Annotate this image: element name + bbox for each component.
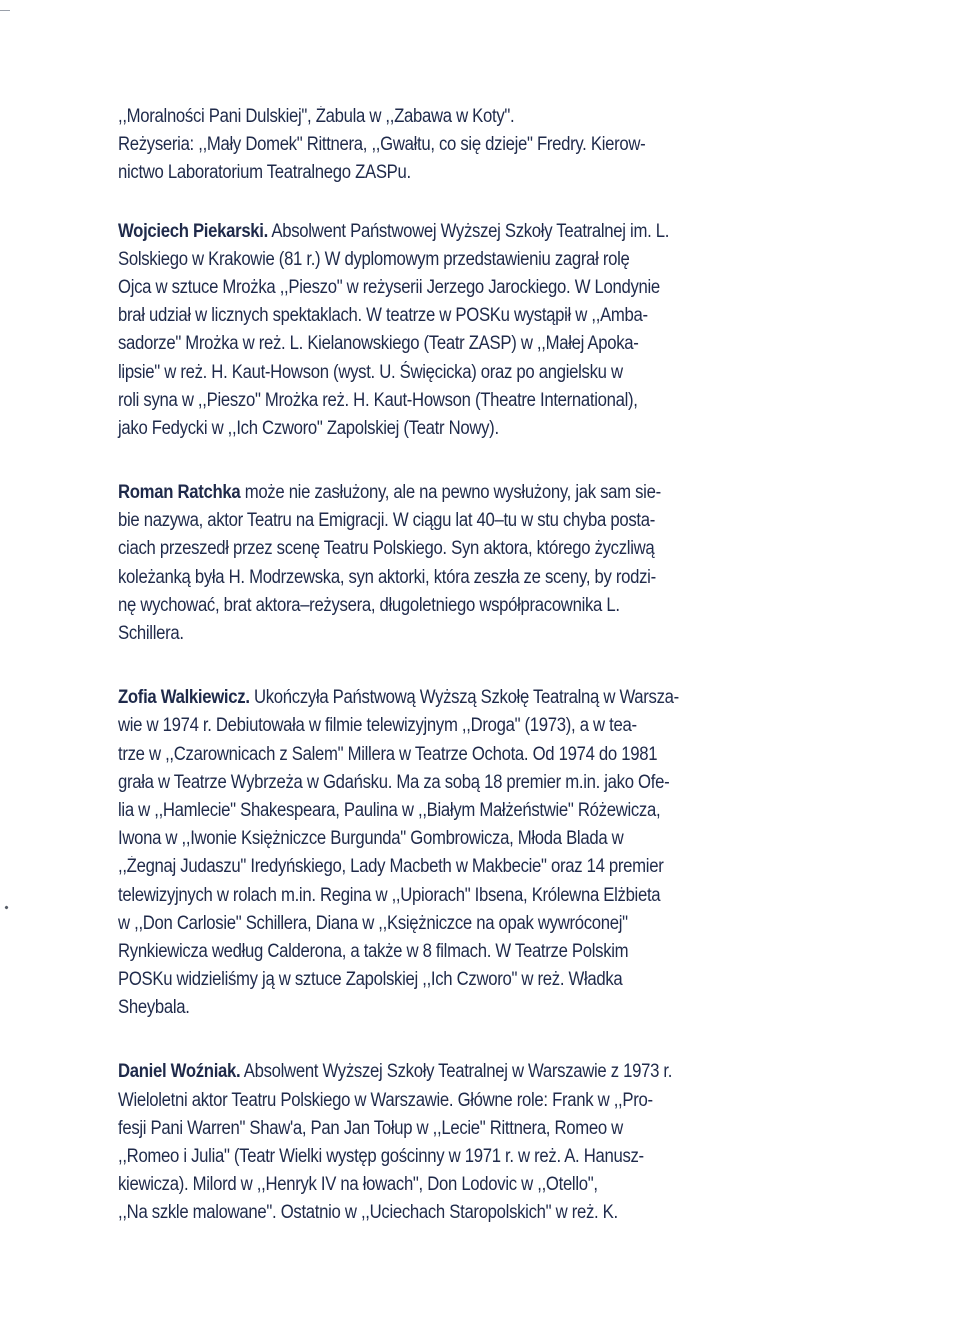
text-line: ,,Na szkle malowane". Ostatnio w ,,Uciechach Staropolskich" w reż. K. — [118, 1202, 618, 1224]
text-line: telewizyjnych w rolach m.in. Regina w ,,Upiorach" Ibsena, Królewna Elżbieta — [118, 884, 661, 906]
scan-corner-mark — [0, 10, 10, 11]
text-line: roli syna w ,,Pieszo" Mrożka reż. H. Kaut-Howson (Theatre International), — [118, 389, 638, 411]
actor-name: Zofia Walkiewicz. — [118, 687, 250, 709]
text-line: ,,Romeo i Julia" (Teatr Wielki występ gościnny w 1971 r. w reż. A. Hanusz- — [118, 1146, 644, 1167]
actor-name: Wojciech Piekarski. — [118, 220, 268, 242]
text-line — [118, 1058, 725, 1086]
paragraph-roman-ratchka — [118, 479, 808, 648]
text-line: koleżanką była H. Modrzewska, syn aktorki, która zeszła ze sceny, by rodzi- — [118, 566, 656, 588]
text-column — [118, 103, 808, 1264]
text-line: trze w ,,Czarownicach z Salem" Millera w Teatrze Ochota. Od 1974 do 1981 — [118, 743, 658, 765]
text-line: grała w Teatrze Wybrzeża w Gdańsku. Ma za sobą 18 premier m.in. jako Ofe- — [118, 771, 670, 793]
scan-edge-mark — [4, 905, 8, 909]
text-line: sadorze" Mrożka w reż. L. Kielanowskiego (Teatr ZASP) w ,,Małej Apoka- — [118, 333, 639, 355]
text-line: nictwo Laboratorium Teatralnego ZASPu. — [118, 162, 411, 184]
text-line: Sheybala. — [118, 997, 190, 1019]
text-line — [118, 218, 725, 246]
text-line: ,,Żegnaj Judaszu" Iredyńskiego, Lady Macbeth w Makbecie" oraz 14 premier — [118, 856, 664, 878]
text-line: Schillera. — [118, 623, 184, 644]
text-line — [118, 684, 725, 712]
text-line: lipsie" w reż. H. Kaut-Howson (wyst. U. Święcicka) oraz po angielsku w — [118, 361, 623, 383]
text-line: jako Fedycki w ,,Ich Czworo" Zapolskiej (Teatr Nowy). — [118, 417, 499, 439]
paragraph-zofia-walkiewicz — [118, 684, 808, 1022]
text-run: Absolwent Wyższej Szkoły Teatralnej w Warszawie z 1973 r. — [240, 1061, 673, 1083]
text-line: POSKu widzieliśmy ją w sztuce Zapolskiej ,,Ich Czworo" w reż. Władka — [118, 969, 623, 991]
text-line: w ,,Don Carlosie" Schillera, Diana w ,,Księżniczce na opak wywróconej" — [118, 912, 628, 934]
text-line: lia w ,,Hamlecie" Shakespeara, Paulina w ,,Białym Małżeństwie" Różewicza, — [118, 799, 661, 821]
text-line: Wieloletni aktor Teatru Polskiego w Warszawie. Główne role: Frank w ,,Pro- — [118, 1089, 653, 1111]
text-line: ,,Moralności Pani Dulskiej", Żabula w ,,Zabawa w Koty". — [118, 106, 515, 127]
text-line — [118, 479, 725, 507]
text-line: fesji Pani Warren" Shaw'a, Pan Jan Tołup w ,,Lecie" Rittnera, Romeo w — [118, 1117, 623, 1139]
paragraph-daniel-wozniak — [118, 1058, 808, 1227]
text-line: brał udział w licznych spektaklach. W teatrze w POSKu wystąpił w ,,Amba- — [118, 305, 648, 327]
paragraph-continuation — [118, 103, 808, 188]
text-line: kiewicza). Milord w ,,Henryk IV na łowach", Don Lodovic w ,,Otello", — [118, 1174, 598, 1196]
actor-name: Roman Ratchka — [118, 482, 241, 504]
text-line: Ojca w sztuce Mrożka ,,Pieszo" w reżyserii Jerzego Jarockiego. W Londynie — [118, 276, 660, 298]
text-line: Rynkiewicza według Calderona, a także w 8 filmach. W Teatrze Polskim — [118, 940, 629, 962]
text-line: Reżyseria: ,,Mały Domek" Rittnera, ,,Gwałtu, co się dzieje" Fredry. Kierow- — [118, 134, 646, 156]
text-run: może nie zasłużony, ale na pewno wysłużony, jak sam sie- — [240, 482, 661, 504]
text-line: bie nazywa, aktor Teatru na Emigracji. W ciągu lat 40–tu w stu chyba posta- — [118, 510, 655, 532]
text-line: Solskiego w Krakowie (81 r.) W dyplomowym przedstawieniu zagrał rolę — [118, 248, 630, 270]
text-line: nę wychować, brat aktora–reżysera, długoletniego współpracownika L. — [118, 594, 620, 616]
text-line: wie w 1974 r. Debiutowała w filmie telewizyjnym ,,Droga" (1973), a w tea- — [118, 715, 637, 737]
text-run: Absolwent Państwowej Wyższej Szkoły Teatralnej im. L. — [267, 220, 670, 242]
text-run: Ukończyła Państwową Wyższą Szkołę Teatralną w Warsza- — [249, 687, 679, 709]
actor-name: Daniel Woźniak. — [118, 1061, 241, 1083]
text-line: ciach przeszedł przez scenę Teatru Polskiego. Syn aktora, którego życzliwą — [118, 538, 655, 560]
text-line: Iwona w ,,Iwonie Księżniczce Burgunda" Gombrowicza, Młoda Blada w — [118, 828, 624, 850]
paragraph-wojciech-piekarski — [118, 218, 808, 444]
